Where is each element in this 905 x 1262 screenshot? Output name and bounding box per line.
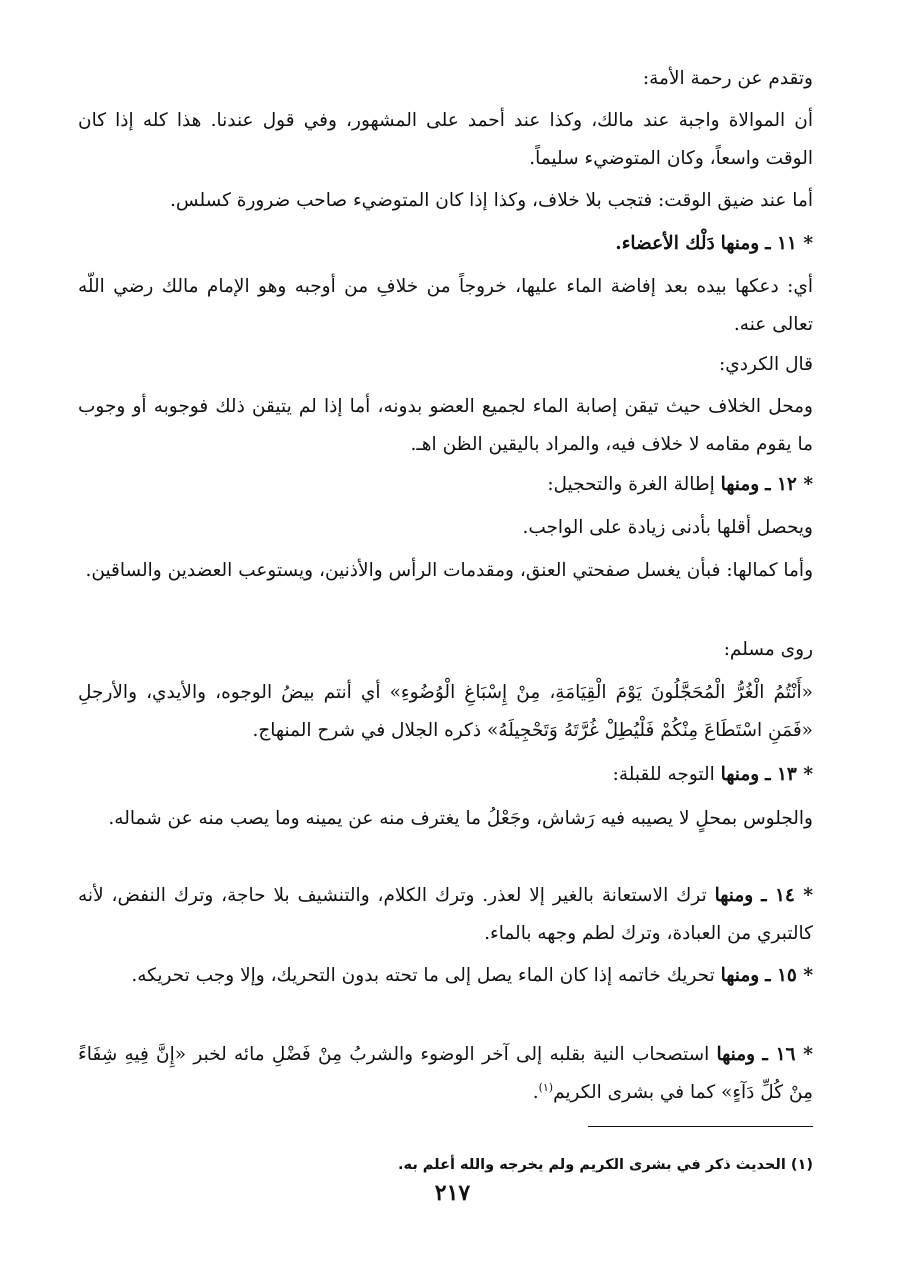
item-11-heading [78, 225, 813, 263]
item-text: دَلْك الأعضاء. [615, 233, 715, 254]
item-lead: ومنها [720, 233, 760, 254]
item-number: * ١٢ ـ [765, 474, 813, 495]
paragraph-kurdi: قال الكردي: [719, 354, 813, 375]
paragraph-minimum: ويحصل أقلها بأدنى زيادة على الواجب. [522, 517, 813, 538]
item-lead: ومنها [720, 764, 760, 785]
item-lead: ومنها [720, 965, 760, 986]
paragraph-narrow-time: أما عند ضيق الوقت: فتجب بلا خلاف، وكذا إذا كان المتوضيء صاحب ضرورة كسلس. [169, 190, 813, 211]
paragraph-muwalat: أن الموالاة واجبة عند مالك، وكذا عند أحمد على المشهور، وفي قول عندنا. هذا كله إذا كان الوقت واسعاً، وكان المتوضيء سليماً. [78, 110, 813, 169]
item-text: التوجه للقبلة: [612, 764, 715, 785]
footnote-text: الحديث ذكر في بشرى الكريم ولم يخرجه [499, 1156, 786, 1173]
paragraph-muslim: روى مسلم: [723, 639, 813, 660]
footnote-reference[interactable]: (١) [538, 1080, 554, 1094]
paragraph-rubbing: أي: دعكها بيده بعد إفاضة الماء عليها، خروجاً من خلافِ من أوجبه وهو الإمام مالك رضي اللّه تعالى عنه. [78, 276, 813, 335]
item-number: * ١٣ ـ [765, 764, 813, 785]
item-end: . [532, 1082, 539, 1103]
footnote-divider [588, 1126, 813, 1127]
footnote-bold: والله أعلم به. [398, 1156, 495, 1173]
item-16-paragraph [78, 1036, 813, 1112]
item-lead: ومنها [720, 474, 760, 495]
item-13-heading [78, 756, 813, 794]
item-lead: ومنها [714, 885, 754, 906]
item-number: * ١١ ـ [765, 233, 813, 254]
item-lead: ومنها [716, 1044, 756, 1065]
paragraph-sitting: والجلوس بمحلٍ لا يصيبه فيه رَشاش، وجَعْلُ ما يغترف منه عن يمينه وما يصب منه عن شماله. [108, 808, 813, 829]
paragraph-khilaf: ومحل الخلاف حيث تيقن إصابة الماء لجميع العضو بدونه، أما إذا لم يتيقن ذلك فوجوبه أو وجوب ما يقوم مقامه لا خلاف فيه، والمراد باليقين الظن اهـ. [78, 396, 813, 455]
paragraph-hadith: «أَنْتُمُ الْغُرُّ الْمُحَجَّلُونَ يَوْمَ الْقِيَامَةِ، مِنْ إِسْبَاغِ الْوُضُوءِ» أي أنتم بيضُ الوجوه، والأيدي، والأرجلِ «فَمَنِ اسْتَطَاعَ مِنْكُمْ فَلْيُطِلْ غُرَّتَهُ وَتَحْجِيلَهُ» ذكره الجلال في شرح المنهاج. [78, 682, 813, 741]
item-text: ترك الاستعانة بالغير إلا لعذر. وترك الكلام، والتنشيف بلا حاجة، وترك النفض، لأنه كالتبري من العبادة، وترك لطم وجهه بالماء. [78, 885, 813, 944]
footnote-marker: (١) [790, 1156, 813, 1173]
item-15-paragraph [78, 957, 813, 995]
paragraph-intro: وتقدم عن رحمة الأمة: [642, 68, 813, 89]
item-number: * ١٤ ـ [761, 885, 813, 906]
item-number: * ١٥ ـ [765, 965, 813, 986]
item-12-heading [78, 466, 813, 504]
item-number: * ١٦ ـ [762, 1044, 813, 1065]
item-text: إطالة الغرة والتحجيل: [547, 474, 715, 495]
paragraph-completeness: وأما كمالها: فبأن يغسل صفحتي العنق، ومقدمات الرأس والأذنين، ويستوعب العضدين والساقين. [85, 560, 813, 581]
page-number: ٢١٧ [434, 1180, 471, 1206]
item-text: استصحاب النية بقلبه إلى آخر الوضوء والشربُ مِنْ فَضْلِ مائه لخبر «إِنَّ فِيهِ شِفَاءً مِنْ كُلِّ دَآءٍ» كما في بشرى الكريم [78, 1044, 813, 1103]
item-14-paragraph [78, 877, 813, 953]
item-text: تحريك خاتمه إذا كان الماء يصل إلى ما تحته بدون التحريك، وإلا وجب تحريكه. [131, 965, 715, 986]
footnote [78, 1152, 813, 1178]
